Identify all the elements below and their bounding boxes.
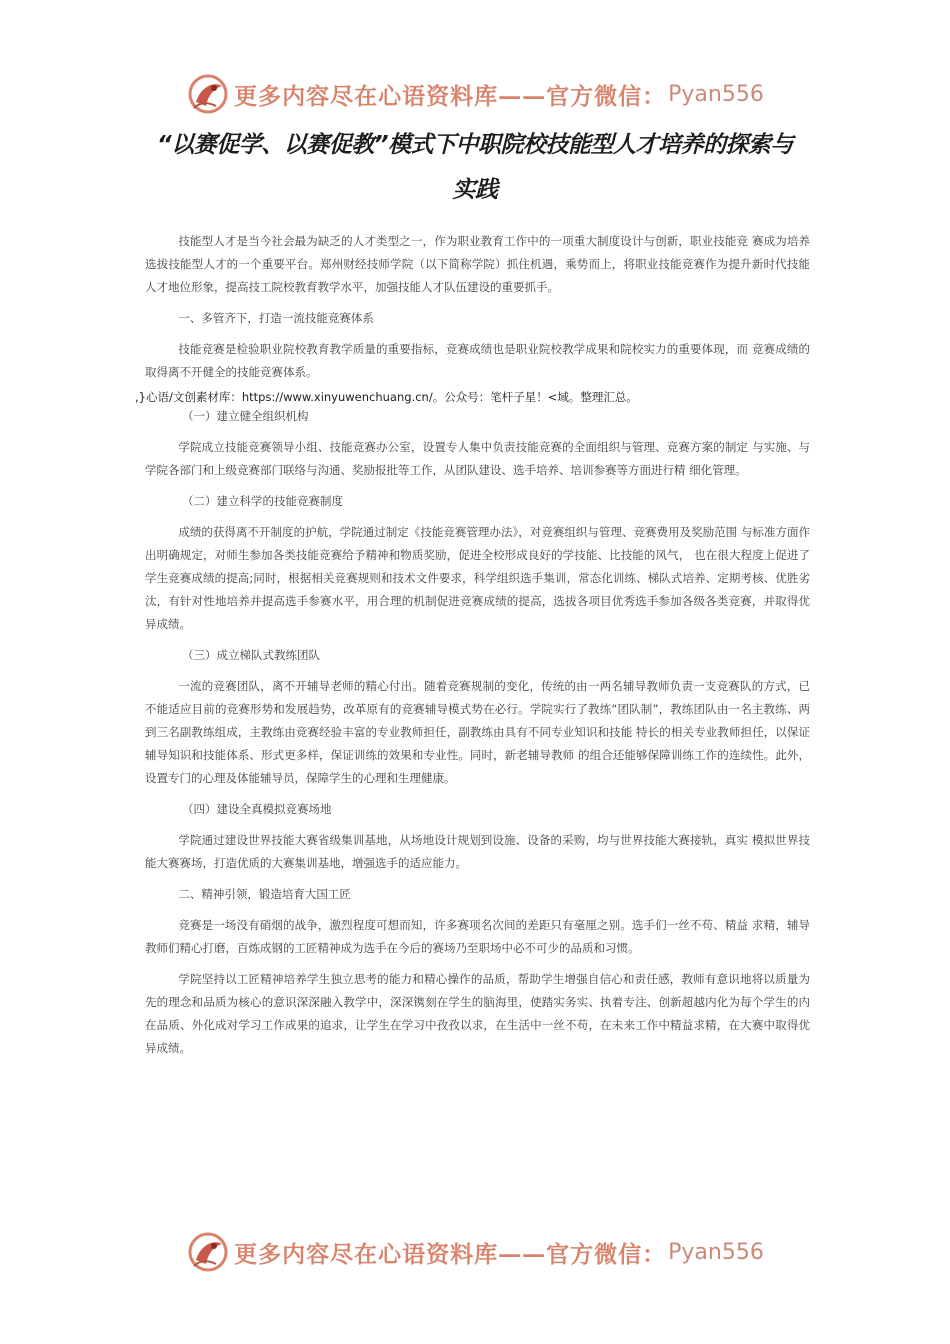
footer-banner	[0, 1228, 950, 1276]
paragraph: 技能型人才是当今社会最为缺乏的人才类型之一，作为职业教育工作中的一项重大制度设计与创新，职业技能竞 赛成为培养选拔技能型人才的一个重要平台。郑州财经技师学院（以下简称学院）抓住机遇，乘势而上，将职业技能竞赛作为提升新时代技能人才地位形象，提高技工院校教育教学水平，加强技能人才队伍建设的重要抓手。	[145, 234, 810, 294]
article-title: “以赛促学、以赛促教”模式下中职院校技能型人才培养的探索与实践	[156, 132, 794, 203]
article-body	[135, 230, 810, 1068]
section-heading: 一、多管齐下，打造一流技能竞赛体系	[178, 311, 374, 325]
subsection-heading: （一）建立健全组织机构	[182, 409, 309, 423]
section-heading: 二、精神引领，锻造培育大国工匠	[178, 887, 351, 901]
banner-wechat-id: Pyan556	[668, 1239, 764, 1265]
paragraph: 一流的竞赛团队，离不开辅导老师的精心付出。随着竞赛规制的变化，传统的由一两名辅导教师负责一支竞赛队的方式，已不能适应目前的竞赛形势和发展趋势，改革原有的竞赛辅导模式势在必行。学院实行了教练“团队制”，教练团队由一名主教练、两到三名副教练组成，主教练由竞赛经验丰富的专业教师担任，副教练由具有不同专业知识和技能 特长的相关专业教师担任，以保证辅导知识和技能体系、形式更多样，保证训练的效果和专业性。同时，新老辅导教师 的组合还能够保障训练工作的连续性。此外，设置专门的心理及体能辅导员，保障学生的心理和生理健康。	[145, 679, 810, 785]
banner-text: 更多内容尽在心语资料库——官方微信：	[234, 82, 667, 110]
paragraph: 学院成立技能竞赛领导小组、技能竞赛办公室，设置专人集中负责技能竞赛的全面组织与管理、竞赛方案的制定 与实施、与学院各部门和上级竞赛部门联络与沟通、奖励报批等工作，从团队建设、选手培养、培训参赛等方面进行精 细化管理。	[145, 440, 810, 477]
paragraph: 竞赛是一场没有硝烟的战争，激烈程度可想而知，许多赛项名次间的差距只有毫厘之别。选手们一丝不苟、精益 求精，辅导教师们精心打磨，百炼成钢的工匠精神成为选手在今后的赛场乃至职场中必不可少的品质和习惯。	[145, 918, 810, 955]
watermark-line: ,}心语/文创素材库：https://www.xinyuwenchuang.cn/。公众号：笔杆子星！<域。整理汇总。	[135, 390, 638, 404]
paragraph: 成绩的获得离不开制度的护航，学院通过制定《技能竞赛管理办法》，对竞赛组织与管理、竞赛费用及奖励范围 与标准方面作出明确规定，对师生参加各类技能竞赛给予精神和物质奖励，促进全校形成良好的学技能、比技能的风气， 也在很大程度上促进了学生竞赛成绩的提高;同时，根据相关竞赛规则和技术文件要求，科学组织选手集训，常态化训练、梯队式培养、定期考核、优胜劣汰，有针对性地培养并提高选手参赛水平，用合理的机制促进竞赛成绩的提高，选拔各项目优秀选手参加各级各类竞赛，并取得优异成绩。	[145, 525, 810, 631]
paragraph: 学院通过建设世界技能大赛省级集训基地，从场地设计规划到设施、设备的采购，均与世界技能大赛接轨，真实 模拟世界技能大赛赛场，打造优质的大赛集训基地，增强选手的适应能力。	[145, 833, 810, 870]
subsection-heading: （三）成立梯队式教练团队	[182, 648, 320, 662]
header-banner	[0, 70, 950, 118]
banner-wechat-id: Pyan556	[668, 81, 764, 107]
seal-logo-icon	[186, 72, 230, 116]
banner-text: 更多内容尽在心语资料库——官方微信：	[234, 1240, 667, 1268]
paragraph: 技能竞赛是检验职业院校教育教学质量的重要指标，竞赛成绩也是职业院校教学成果和院校实力的重要体现，而 竞赛成绩的取得离不开健全的技能竞赛体系。	[145, 342, 810, 379]
subsection-heading: （四）建设全真模拟竞赛场地	[182, 802, 332, 816]
paragraph: 学院坚持以工匠精神培养学生独立思考的能力和精心操作的品质，帮助学生增强自信心和责任感，教师有意识地将以质量为先的理念和品质为核心的意识深深融入教学中，深深镌刻在学生的脑海里，使踏实务实、执着专注、创新超越内化为每个学生的内在品质、外化成对学习工作成果的追求，让学生在学习中孜孜以求，在生活中一丝不苟，在未来工作中精益求精，在大赛中取得优异成绩。	[145, 972, 810, 1055]
subsection-heading: （二）建立科学的技能竞赛制度	[182, 494, 343, 508]
seal-logo-icon	[186, 1230, 230, 1274]
